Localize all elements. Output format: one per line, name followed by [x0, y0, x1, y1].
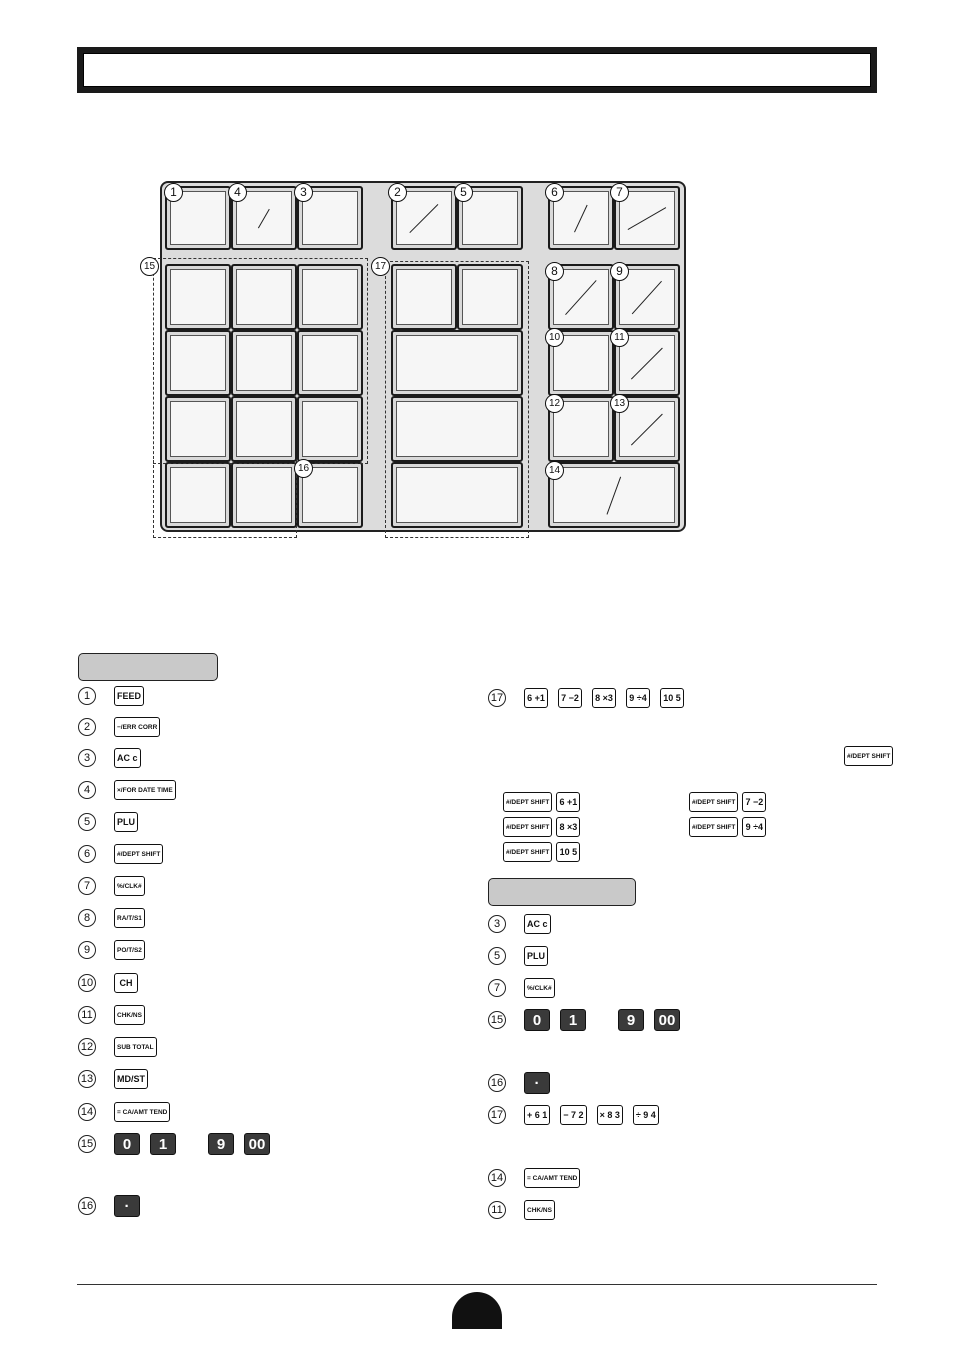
callout-13: 13 — [610, 394, 629, 413]
list-item — [78, 938, 155, 962]
key-symbol: %/CLK# — [524, 978, 555, 998]
key-symbol: 9 ÷4 — [742, 817, 766, 837]
key-symbol: · — [114, 1195, 140, 1217]
list-item — [78, 746, 151, 770]
item-number: 17 — [488, 1106, 506, 1124]
combo-item — [689, 815, 770, 839]
key-symbol: 7 −2 — [742, 792, 766, 812]
list-item — [78, 810, 148, 834]
item-number: 9 — [78, 941, 96, 959]
header-frame — [77, 47, 877, 93]
callout-17: 17 — [371, 257, 390, 276]
department-keys-group — [385, 261, 529, 538]
callout-15: 15 — [140, 257, 159, 276]
item-number: 16 — [488, 1074, 506, 1092]
list-item — [78, 778, 186, 802]
key-symbol: #/DEPT SHIFT — [689, 792, 738, 812]
numeric-keys-group-bottom — [153, 460, 297, 538]
list-item — [78, 1067, 158, 1091]
key-symbol: AC c — [114, 748, 141, 768]
numeric-keys-group — [153, 258, 368, 464]
item-number: 16 — [78, 1197, 96, 1215]
list-item — [78, 1132, 280, 1156]
list-item — [78, 842, 173, 866]
item-number: 8 — [78, 909, 96, 927]
key-symbol: %/CLK# — [114, 876, 145, 896]
list-item — [488, 1103, 669, 1127]
key-symbol: #/DEPT SHIFT — [503, 792, 552, 812]
callout-16: 16 — [294, 459, 313, 478]
item-number: 12 — [78, 1038, 96, 1056]
key-symbol: #/DEPT SHIFT — [503, 817, 552, 837]
key-divider-line — [607, 477, 622, 515]
list-item — [78, 684, 154, 708]
key-symbol: 0 — [524, 1009, 550, 1031]
list-item — [488, 944, 558, 968]
key-symbol: − 7 2 — [560, 1105, 586, 1125]
header-title-box — [83, 53, 871, 87]
item-number: 7 — [78, 877, 96, 895]
key-symbol: −/ERR CORR — [114, 717, 160, 737]
key-symbol: 6 +1 — [524, 688, 548, 708]
key-divider-line — [631, 348, 663, 380]
list-item — [488, 912, 561, 936]
item-number: 2 — [78, 718, 96, 736]
callout-12: 12 — [545, 394, 564, 413]
item-number: 15 — [78, 1135, 96, 1153]
callout-1: 1 — [164, 183, 183, 202]
item-number: 3 — [78, 749, 96, 767]
combo-item — [503, 840, 584, 864]
key-symbol: 9 — [618, 1009, 644, 1031]
list-item — [488, 686, 694, 710]
key-symbol: 0 — [114, 1133, 140, 1155]
callout-14: 14 — [545, 461, 564, 480]
list-item — [78, 1194, 150, 1218]
footer-rule — [77, 1284, 877, 1285]
item-number: 11 — [488, 1201, 506, 1219]
key-symbol: 7 −2 — [558, 688, 582, 708]
item-number: 13 — [78, 1070, 96, 1088]
item-number: 3 — [488, 915, 506, 933]
key-symbol: AC c — [524, 914, 551, 934]
section-label-left — [78, 653, 218, 681]
key-symbol: PLU — [114, 812, 138, 832]
key-symbol: 1 — [560, 1009, 586, 1031]
key-divider-line — [628, 207, 667, 230]
item-number: 4 — [78, 781, 96, 799]
key-symbol: + 6 1 — [524, 1105, 550, 1125]
key-cash-amt-tend[interactable] — [548, 462, 680, 528]
callout-3: 3 — [294, 183, 313, 202]
key-symbol: 8 ×3 — [592, 688, 616, 708]
item-number: 15 — [488, 1011, 506, 1029]
key-symbol: 6 +1 — [556, 792, 580, 812]
list-item — [488, 1198, 565, 1222]
key-divider-line — [632, 281, 662, 315]
key-symbol: CHK/NS — [114, 1005, 145, 1025]
key-symbol: MD/ST — [114, 1069, 148, 1089]
key-symbol: = CA/AMT TEND — [114, 1102, 170, 1122]
page-number-tab — [452, 1292, 502, 1329]
key-symbol: · — [524, 1072, 550, 1094]
list-item — [78, 1100, 180, 1124]
key-symbol: FEED — [114, 686, 144, 706]
list-item — [78, 971, 148, 995]
item-number: 6 — [78, 845, 96, 863]
callout-10: 10 — [545, 328, 564, 347]
key-symbol: #/DEPT SHIFT — [114, 844, 163, 864]
key-symbol: ÷ 9 4 — [633, 1105, 659, 1125]
key-symbol: = CA/AMT TEND — [524, 1168, 580, 1188]
list-item — [488, 1166, 590, 1190]
section-label-right — [488, 878, 636, 906]
list-item — [78, 1003, 155, 1027]
list-item — [78, 1035, 167, 1059]
callout-2: 2 — [388, 183, 407, 202]
callout-6: 6 — [545, 183, 564, 202]
item-number: 10 — [78, 974, 96, 992]
combo-item — [503, 790, 584, 814]
key-symbol: PO/T/S2 — [114, 940, 145, 960]
key-symbol: 9 — [208, 1133, 234, 1155]
key-symbol: #/DEPT SHIFT — [503, 842, 552, 862]
callout-11: 11 — [610, 328, 629, 347]
callout-7: 7 — [610, 183, 629, 202]
key-symbol: 10 5 — [556, 842, 580, 862]
list-item — [78, 874, 155, 898]
callout-5: 5 — [454, 183, 473, 202]
list-item — [488, 976, 565, 1000]
key-symbol: PLU — [524, 946, 548, 966]
item-number: 14 — [488, 1169, 506, 1187]
item-number: 14 — [78, 1103, 96, 1121]
key-symbol: CHK/NS — [524, 1200, 555, 1220]
key-symbol: ×/FOR DATE TIME — [114, 780, 176, 800]
item-number: 17 — [488, 689, 506, 707]
key-symbol: SUB TOTAL — [114, 1037, 157, 1057]
combo-item — [689, 790, 770, 814]
key-symbol: RA/T/S1 — [114, 908, 145, 928]
item-number: 5 — [78, 813, 96, 831]
callout-8: 8 — [545, 262, 564, 281]
item-number: 11 — [78, 1006, 96, 1024]
key-symbol: 9 ÷4 — [626, 688, 650, 708]
key-symbol: 00 — [654, 1009, 680, 1031]
callout-4: 4 — [228, 183, 247, 202]
combo-item — [503, 815, 584, 839]
key-symbol: CH — [114, 973, 138, 993]
key-divider-line — [631, 414, 663, 446]
key-divider-line — [409, 204, 438, 233]
list-item — [78, 715, 170, 739]
list-item — [78, 906, 155, 930]
dept-shift-key-symbol: #/DEPT SHIFT — [844, 746, 893, 766]
key-symbol: 10 5 — [660, 688, 684, 708]
key-divider-line — [258, 209, 270, 229]
item-number: 1 — [78, 687, 96, 705]
callout-9: 9 — [610, 262, 629, 281]
item-number: 7 — [488, 979, 506, 997]
key-symbol: #/DEPT SHIFT — [689, 817, 738, 837]
key-divider-line — [565, 280, 597, 315]
key-symbol: × 8 3 — [597, 1105, 623, 1125]
key-symbol: 00 — [244, 1133, 270, 1155]
key-symbol: 1 — [150, 1133, 176, 1155]
list-item — [488, 1008, 690, 1032]
key-divider-line — [574, 205, 588, 233]
item-number: 5 — [488, 947, 506, 965]
key-symbol: 8 ×3 — [556, 817, 580, 837]
list-item — [488, 1071, 560, 1095]
